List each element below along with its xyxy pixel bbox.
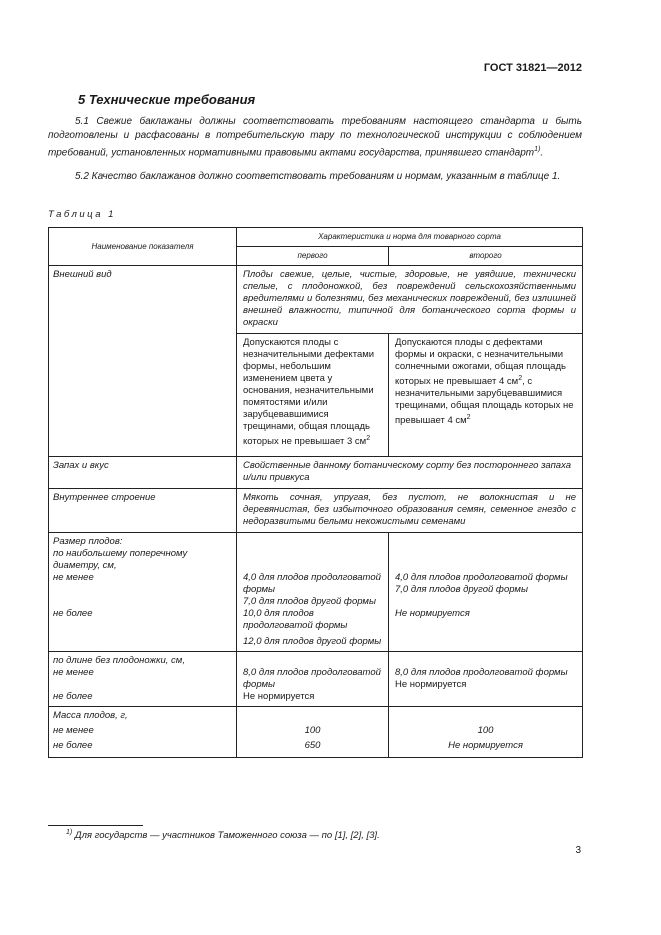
smell-value: Свойственные данному ботаническому сорту без постороннего запаха и/или привкуса: [237, 457, 583, 489]
header-grade-group: Характеристика и норма для товарного сорта: [237, 228, 583, 247]
table-row: [49, 266, 583, 334]
row-label-appearance: Внешний вид: [49, 266, 237, 457]
appearance-grade-first: Допускаются плоды с незначительными дефектами формы, небольшим изменением цвета у основания, незначительными помятостями и/или зарубцевавшимися трещинами, общая площадь которых не превышает 3 $см^2$: [237, 334, 389, 457]
table-row: [49, 533, 583, 652]
row-label-smell: Запах и вкус: [49, 457, 237, 489]
paragraph-5-1: 5.1 Свежие баклажаны должны соответствовать требованиям настоящего стандарта и быть подготовлены и расфасованы в потребительскую тару по технологической инструкции с соблюдением требований, установленных нормативными правовыми актами государства, принявшего стандарт$^{1)}$.: [48, 116, 582, 159]
size-length-grade-second: 8,0 для плодов продолговатой формы Не нормируется: [389, 652, 583, 707]
paragraph-5-2: 5.2 Качество баклажанов должно соответствовать требованиям и нормам, указанным в таблице 1.: [75, 171, 561, 182]
row-label-mass: Масса плодов, г, не менее не более: [49, 707, 237, 758]
row-label-size-length: по длине без плодоножки, см, не менее не более: [49, 652, 237, 707]
table-caption: Таблица 1: [48, 209, 116, 220]
table-row: [49, 457, 583, 489]
structure-value: Мякоть сочная, упругая, без пустот, не волокнистая и не деревянистая, без избыточного образования семян, семенное гнездо с недоразвитыми белыми некожистыми семенами: [237, 489, 583, 533]
page-number: 3: [575, 845, 581, 856]
quality-table: [48, 227, 583, 758]
footnote: $^{1)}$ Для государств — участников Таможенного союза — по [1], [2], [3].: [66, 829, 380, 842]
standard-number: ГОСТ 31821—2012: [483, 62, 582, 74]
header-grade-second: второго: [389, 247, 583, 266]
mass-grade-second: 100 Не нормируется: [389, 707, 583, 758]
appearance-grade-second: Допускаются плоды с дефектами формы и окраски, с незначительными солнечными ожогами, общая площадь которых не превышает 4 $см^2$, с незначительными зарубцевавшимися трещинами, общая площадь которых не превышает 4 $см^2$: [389, 334, 583, 457]
appearance-common: Плоды свежие, целые, чистые, здоровые, не увядшие, технически спелые, с плодоножкой, без повреждений сельскохозяйственными вредителями и болезнями, без механических повреждений, без излишней внешней влажности, типичной для ботанического сорта формы и окраски: [237, 266, 583, 334]
row-label-size-diameter: Размер плодов: по наибольшему поперечному диаметру, см, не менее не более: [49, 533, 237, 652]
footnote-ref[interactable]: 1): [534, 146, 541, 153]
header-grade-first: первого: [237, 247, 389, 266]
header-indicator: Наименование показателя: [49, 228, 237, 266]
footnote-separator: [48, 825, 143, 826]
table-row: [49, 707, 583, 758]
mass-grade-first: 100 650: [237, 707, 389, 758]
table-row: [49, 652, 583, 707]
size-diameter-grade-second: 4,0 для плодов продолговатой формы 7,0 для плодов другой формы Не нормируется: [389, 533, 583, 652]
table-row: [49, 489, 583, 533]
section-title: 5 Технические требования: [78, 92, 256, 107]
row-label-structure: Внутреннее строение: [49, 489, 237, 533]
size-diameter-grade-first: 4,0 для плодов продолговатой формы 7,0 для плодов другой формы 10,0 для плодов продолговатой формы 12,0 для плодов другой формы: [237, 533, 389, 652]
table-header-row: [49, 228, 583, 247]
size-length-grade-first: 8,0 для плодов продолговатой формы Не нормируется: [237, 652, 389, 707]
